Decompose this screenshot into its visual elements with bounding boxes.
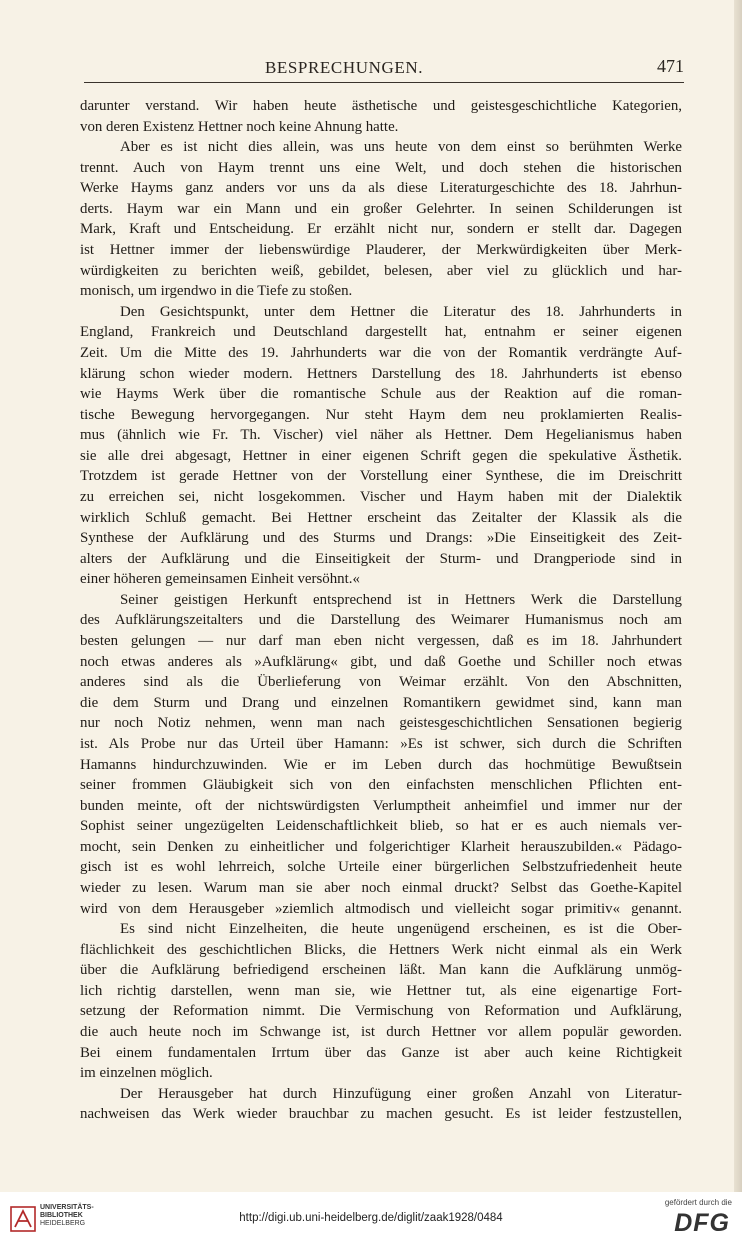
text-line: tische Bewegung hervorgegangen. Nur steht Haym dem neu proklamierten Realis- <box>80 406 682 423</box>
text-line: Es sind nicht Einzelheiten, die heute ungenügend erscheinen, es ist die Ober- <box>120 921 682 938</box>
text-line: mus (ähnlich wie Fr. Th. Vischer) viel näher als Hettner. Dem Hegelianismus haben <box>80 427 682 444</box>
library-name-line2: BIBLIOTHEK <box>40 1212 83 1219</box>
library-name-line3: HEIDELBERG <box>40 1220 86 1227</box>
text-line: zu erreichen sei, nicht losgekommen. Vischer und Haym haben mit der Dialektik <box>80 488 682 505</box>
text-line: Der Herausgeber hat durch Hinzufügung einer großen Anzahl von Literatur- <box>120 1085 682 1102</box>
text-line: Aber es ist nicht dies allein, was uns heute von dem einst so berühmten Werke <box>120 139 682 156</box>
text-line: Zeit. Um die Mitte des 19. Jahrhunderts war die von der Romantik verdrängte Auf- <box>80 344 682 361</box>
text-line: darunter verstand. Wir haben heute ästhetische und geistesgeschichtliche Kategorien, <box>80 98 682 114</box>
text-line: bunden meinte, oft der nichtswürdigsten Verlumptheit anheimfiel und immer nur der <box>80 797 682 814</box>
text-line: die dem Sturm und Drang und einzelnen Romantikern gewidmet sind, kann man <box>80 694 682 711</box>
text-line: alters der Aufklärung und die Einseitigkeit der Sturm- und Drangperiode sind in <box>80 550 682 567</box>
text-line: sie alle drei abgesagt, Hettner in einer eigenen Schrift gegen die spekulative Ästhetik. <box>80 447 682 464</box>
text-line: mocht, sein Denken zu einheitlicher und folgerichtiger Klarheit herauszubilden.« Pädago- <box>80 838 682 855</box>
text-line: des Aufklärungszeitalters und die Darstellung des Weimarer Humanismus noch am <box>80 612 682 629</box>
footer-bar <box>0 1192 742 1246</box>
header-rule <box>84 82 684 83</box>
body-text <box>80 96 682 1125</box>
running-title: BESPRECHUNGEN. <box>264 58 424 77</box>
text-line: Hamanns hindurchzuwinden. Wie er im Leben durch das hochmütige Bewußtsein <box>80 756 682 773</box>
text-line: Mark, Kraft und Entscheidung. Er erzählt nicht nur, sondern er stellt dar. Dagegen <box>80 221 682 238</box>
text-line: Den Gesichtspunkt, unter dem Hettner die Literatur des 18. Jahrhunderts in <box>120 303 682 320</box>
text-line: einer höheren gemeinsamen Einheit versöhnt.« <box>80 571 360 588</box>
text-line: wirklich Schluß gemacht. Bei Hettner erscheint das Zeitalter der Klassik als die <box>80 509 682 526</box>
text-line: England, Frankreich und Deutschland dargestellt hat, entnahm er seiner eigenen <box>80 324 682 341</box>
text-line: über die Aufklärung befriedigend erscheinen läßt. Man kann die Aufklärung unmög- <box>80 962 682 979</box>
library-name-line1: UNIVERSITÄTS- <box>40 1204 94 1211</box>
text-line: seiner frommen Gläubigkeit sich von den einfachsten menschlichen Pflichten ent- <box>80 777 682 794</box>
text-line: von deren Existenz Hettner noch keine Ahnung hatte. <box>80 118 399 135</box>
text-line: würdigkeiten zu berichten weiß, gebildet, belesen, aber viel zu glücklich und har- <box>80 262 682 279</box>
text-line: Bei einem fundamentalen Irrtum über das Ganze ist aber auch keine Richtigkeit <box>80 1044 682 1061</box>
text-line: Sophist seiner ungezügelten Leidenschaftlichkeit blieb, so hat er es auch niemals ver- <box>80 818 682 835</box>
text-line: monisch, um irgendwo in die Tiefe zu stoßen. <box>80 283 353 300</box>
text-line: lich richtig darstellen, wenn man sie, wie Hettner tut, als eine eigenartige Fort- <box>80 982 682 999</box>
text-line: nur noch Notiz nehmen, wenn man nach geistesgeschichtlichen Sensationen begierig <box>80 715 682 732</box>
funding-note: gefördert durch die <box>664 1198 732 1207</box>
text-line: derts. Haym war ein Mann und ein großer Gelehrter. In seinen Schilderungen ist <box>80 200 682 217</box>
text-line: noch etwas anderes als »Aufklärung« gibt, und daß Goethe und Schiller noch etwas <box>80 653 682 670</box>
text-line: flächlichkeit des geschichtlichen Blicks, die Hettners Werk nicht einmal als ein Werk <box>80 941 682 958</box>
text-line: wird von dem Herausgeber »ziemlich altmodisch und vielleicht sogar primitiv« genannt. <box>80 900 682 917</box>
text-line: klärung schon wieder modern. Hettners Darstellung des 18. Jahrhunderts ist ebenso <box>80 365 682 382</box>
page-edge <box>734 0 742 1192</box>
running-head <box>84 58 684 84</box>
page-number: 471 <box>657 56 684 76</box>
source-url[interactable]: http://digi.ub.uni-heidelberg.de/diglit/zaak1928/0484 <box>239 1212 503 1224</box>
text-line: anderes sind als die Überlieferung von Weimar erzählt. Von den Abschnitten, <box>80 674 682 691</box>
text-line: trennt. Auch von Haym trennt uns eine Welt, und doch stehen die historischen <box>80 159 682 176</box>
text-line: wie Hayms Werk über die romantische Schule aus der Reaktion auf die roman- <box>80 386 682 403</box>
text-line: wieder zu lesen. Warum man sie aber noch einmal druckt? Selbst das Goethe-Kapitel <box>80 879 682 896</box>
text-line: ist. Als Probe nur das Urteil über Hamann: »Es ist schwer, sich durch die Schriften <box>80 735 682 752</box>
text-line: Seiner geistigen Herkunft entsprechend ist in Hettners Werk die Darstellung <box>120 591 682 608</box>
text-line: im einzelnen möglich. <box>80 1065 213 1082</box>
text-line: Synthese der Aufklärung und des Sturms und Drangs: »Die Einseitigkeit des Zeit- <box>80 530 682 547</box>
dfg-logo: DFG <box>674 1209 730 1237</box>
text-line: besten gelungen — nur darf man eben nicht vergessen, daß es im 18. Jahrhundert <box>80 633 682 650</box>
text-line: nachweisen das Werk wieder brauchbar zu machen gesucht. Es ist leider festzustellen, <box>80 1106 682 1123</box>
text-line: Trotzdem ist gerade Hettner von der Vorstellung einer Synthese, die im Dreischritt <box>80 468 682 485</box>
text-line: ist Hettner immer der liebenswürdige Plauderer, der Merkwürdigkeiten über Merk- <box>80 242 682 259</box>
text-line: gisch ist es wohl lehrreich, solche Urteile einer bürgerlichen Selbstzufriedenheit heute <box>80 859 682 876</box>
text-line: die auch heute noch im Schwange ist, ist durch Hettner vor allem populär geworden. <box>80 1024 682 1041</box>
text-line: Werke Hayms ganz anders vor uns da als diese Literaturgeschichte des 18. Jahrhun- <box>80 180 682 197</box>
text-line: setzung der Reformation nimmt. Die Vermischung von Reformation und Aufklärung, <box>80 1003 682 1020</box>
